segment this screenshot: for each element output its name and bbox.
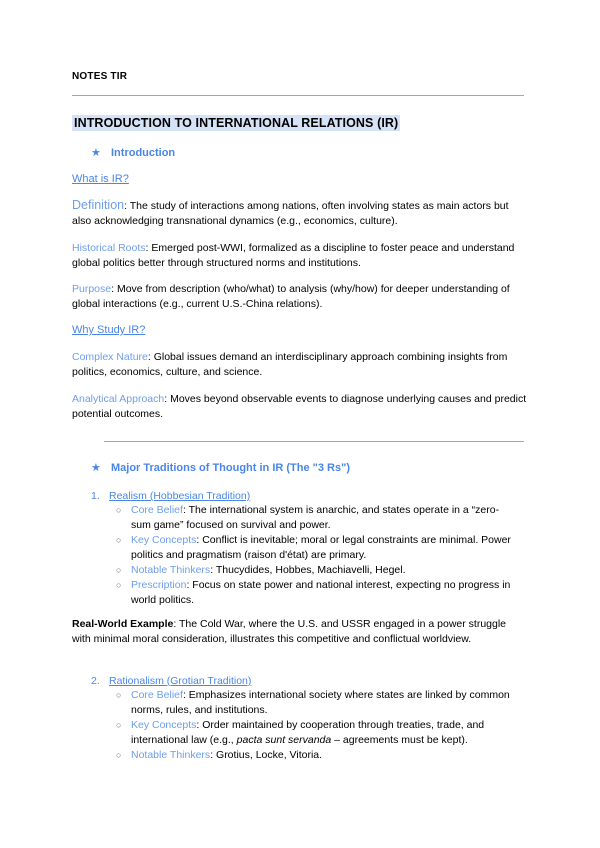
bullet-icon: ○ [116, 720, 122, 730]
core-belief-term: Core Belief [131, 504, 183, 516]
notes-title: NOTES TIR [72, 71, 128, 82]
bullet-icon: ○ [116, 565, 122, 575]
bullet-icon: ○ [116, 505, 122, 515]
notable-thinkers-text: : Thucydides, Hobbes, Machiavelli, Hegel. [210, 564, 406, 576]
latin-phrase: pacta sunt servanda [236, 734, 332, 746]
key-concepts-term: Key Concepts [131, 719, 197, 731]
prescription-term: Prescription [131, 579, 187, 591]
realism-link[interactable]: Realism (Hobbesian Tradition) [109, 490, 251, 502]
complex-nature-term: Complex Nature [72, 351, 148, 363]
rationalism-link[interactable]: Rationalism (Grotian Tradition) [109, 675, 252, 687]
realism-heading [91, 490, 250, 502]
rationalism-heading [91, 675, 251, 687]
list-number: 2. [91, 675, 100, 687]
rationalism-core-belief [116, 688, 511, 718]
page-title: INTRODUCTION TO INTERNATIONAL RELATIONS (IR) [74, 116, 399, 130]
key-concepts-text-a: : Order maintained by cooperation through treaties, trade, and international law (e.g., [131, 719, 485, 746]
definition-text: : The study of interactions among nations, often involving states as main actors but also acknowledging transnational dynamics (e.g., economics, culture). [72, 200, 509, 227]
purpose-text: : Move from description (who/what) to analysis (why/how) for deeper understanding of global interactions (e.g., current U.S.-China relations). [72, 283, 510, 310]
key-concepts-term: Key Concepts [131, 534, 197, 546]
bullet-icon: ○ [116, 580, 122, 590]
analytical-approach-text: : Moves beyond observable events to diagnose underlying causes and predict potential outcomes. [72, 393, 527, 420]
definition-term: Definition [72, 198, 125, 212]
star-icon: ★ [91, 147, 101, 159]
section-heading-text: Major Traditions of Thought in IR (The "3 Rs") [111, 462, 350, 474]
rationalism-notable-thinkers [116, 748, 511, 763]
list-number: 1. [91, 490, 100, 502]
real-world-example-text: : The Cold War, where the U.S. and USSR engaged in a power struggle with minimal moral consideration, illustrates this competitive and conflictual worldview. [72, 618, 507, 645]
core-belief-text: : The international system is anarchic, and states operate in a “zero-sum game” focused on survival and power. [131, 504, 500, 531]
why-study-ir-link[interactable]: Why Study IR? [72, 324, 146, 336]
key-concepts-text-b: – agreements must be kept). [331, 734, 468, 746]
definition-paragraph [72, 198, 528, 229]
analytical-approach-paragraph [72, 392, 528, 422]
bullet-icon: ○ [116, 750, 122, 760]
historical-roots-paragraph [72, 241, 528, 271]
star-icon: ★ [91, 462, 101, 474]
historical-roots-text: : Emerged post-WWI, formalized as a discipline to foster peace and understand global politics better through structured norms and institutions. [72, 242, 515, 269]
complex-nature-paragraph [72, 350, 528, 380]
historical-roots-term: Historical Roots [72, 242, 146, 254]
analytical-approach-term: Analytical Approach [72, 393, 165, 405]
rationalism-key-concepts [116, 718, 511, 748]
section-heading-text: Introduction [111, 147, 176, 159]
real-world-example-label: Real-World Example [72, 618, 174, 630]
complex-nature-text: : Global issues demand an interdisciplinary approach combining insights from politics, economics, culture, and science. [72, 351, 508, 378]
purpose-term: Purpose [72, 283, 112, 295]
core-belief-text: : Emphasizes international society where states are linked by common norms, rules, and institutions. [131, 689, 510, 716]
bullet-icon: ○ [116, 535, 122, 545]
realism-core-belief [116, 503, 511, 533]
divider [72, 95, 524, 96]
purpose-paragraph [72, 282, 528, 312]
divider [104, 441, 524, 442]
notable-thinkers-text: : Grotius, Locke, Vitoria. [210, 749, 323, 761]
key-concepts-text: : Conflict is inevitable; moral or legal constraints are minimal. Power politics and pragmatism (raison d'état) are primary. [131, 534, 511, 561]
real-world-example-paragraph [72, 617, 522, 647]
realism-notable-thinkers [116, 563, 511, 578]
notable-thinkers-term: Notable Thinkers [131, 749, 211, 761]
section-heading-traditions [91, 461, 350, 474]
bullet-icon: ○ [116, 690, 122, 700]
what-is-ir-link[interactable]: What is IR? [72, 173, 129, 185]
realism-key-concepts [116, 533, 511, 563]
realism-prescription [116, 578, 511, 608]
notable-thinkers-term: Notable Thinkers [131, 564, 211, 576]
section-heading-introduction [91, 146, 175, 159]
prescription-text: : Focus on state power and national interest, expecting no progress in world politics. [131, 579, 511, 606]
core-belief-term: Core Belief [131, 689, 183, 701]
